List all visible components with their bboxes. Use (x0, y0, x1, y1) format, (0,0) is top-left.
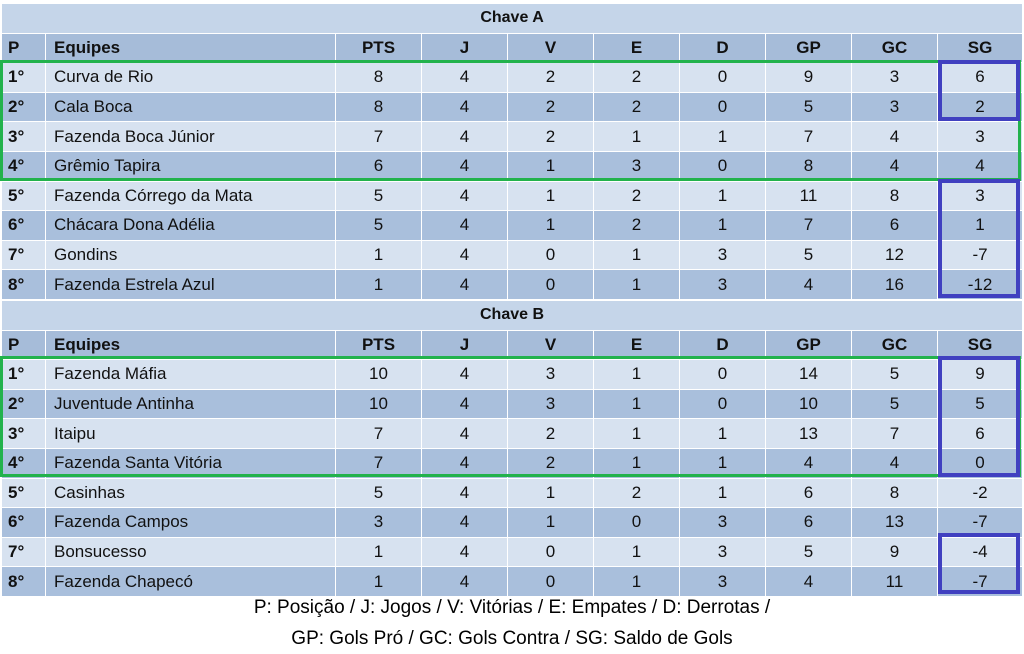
cell-pts: 5 (336, 211, 422, 241)
column-header: E (594, 330, 680, 360)
cell-j: 4 (422, 360, 508, 390)
cell-v: 0 (508, 270, 594, 300)
cell-pos: 1° (2, 63, 46, 93)
cell-team: Fazenda Chapecó (46, 567, 336, 597)
cell-pts: 1 (336, 270, 422, 300)
cell-e: 1 (594, 360, 680, 390)
column-header: GC (852, 330, 938, 360)
cell-pts: 5 (336, 478, 422, 508)
cell-sg: 2 (938, 92, 1023, 122)
cell-pos: 7° (2, 537, 46, 567)
cell-pos: 5° (2, 181, 46, 211)
cell-e: 1 (594, 448, 680, 478)
cell-sg: 5 (938, 389, 1023, 419)
cell-gp: 7 (766, 122, 852, 152)
column-header: GC (852, 33, 938, 63)
column-header: V (508, 330, 594, 360)
cell-j: 4 (422, 270, 508, 300)
cell-gc: 3 (852, 92, 938, 122)
cell-gc: 13 (852, 508, 938, 538)
cell-pts: 5 (336, 181, 422, 211)
cell-sg: 9 (938, 360, 1023, 390)
cell-team: Fazenda Campos (46, 508, 336, 538)
cell-gp: 14 (766, 360, 852, 390)
cell-gp: 6 (766, 508, 852, 538)
cell-v: 2 (508, 63, 594, 93)
group-title-row (2, 4, 1023, 34)
cell-gc: 5 (852, 360, 938, 390)
cell-pos: 8° (2, 567, 46, 597)
cell-sg: -12 (938, 270, 1023, 300)
cell-team: Fazenda Boca Júnior (46, 122, 336, 152)
column-header: GP (766, 330, 852, 360)
column-header: PTS (336, 330, 422, 360)
cell-pos: 6° (2, 211, 46, 241)
cell-team: Gondins (46, 240, 336, 270)
cell-d: 3 (680, 508, 766, 538)
cell-v: 2 (508, 92, 594, 122)
cell-pos: 3° (2, 419, 46, 449)
cell-gp: 8 (766, 151, 852, 181)
cell-d: 0 (680, 389, 766, 419)
cell-j: 4 (422, 567, 508, 597)
cell-sg: -2 (938, 478, 1023, 508)
cell-e: 1 (594, 240, 680, 270)
cell-pos: 2° (2, 92, 46, 122)
cell-pos: 5° (2, 478, 46, 508)
cell-d: 0 (680, 63, 766, 93)
cell-pos: 3° (2, 122, 46, 152)
table-row (2, 508, 1023, 538)
cell-sg: 3 (938, 122, 1023, 152)
legend-line-1: P: Posição / J: Jogos / V: Vitórias / E: Empates / D: Derrotas / (253, 597, 771, 618)
cell-team: Itaipu (46, 419, 336, 449)
cell-e: 1 (594, 537, 680, 567)
cell-pts: 7 (336, 448, 422, 478)
cell-j: 4 (422, 419, 508, 449)
cell-gp: 4 (766, 448, 852, 478)
cell-sg: 0 (938, 448, 1023, 478)
cell-gc: 5 (852, 389, 938, 419)
cell-j: 4 (422, 122, 508, 152)
cell-gc: 11 (852, 567, 938, 597)
cell-d: 3 (680, 270, 766, 300)
cell-gc: 8 (852, 478, 938, 508)
cell-pos: 4° (2, 448, 46, 478)
cell-gc: 4 (852, 151, 938, 181)
cell-pts: 7 (336, 419, 422, 449)
cell-d: 3 (680, 240, 766, 270)
cell-team: Casinhas (46, 478, 336, 508)
column-header: Equipes (46, 330, 336, 360)
column-header: Equipes (46, 33, 336, 63)
cell-gc: 3 (852, 63, 938, 93)
table-row (2, 122, 1023, 152)
cell-gc: 16 (852, 270, 938, 300)
table-row (2, 419, 1023, 449)
cell-d: 1 (680, 122, 766, 152)
cell-e: 2 (594, 63, 680, 93)
column-header: E (594, 33, 680, 63)
cell-v: 1 (508, 211, 594, 241)
cell-sg: 6 (938, 419, 1023, 449)
table-row (2, 537, 1023, 567)
cell-sg: 4 (938, 151, 1023, 181)
cell-sg: -7 (938, 240, 1023, 270)
cell-v: 1 (508, 478, 594, 508)
cell-pts: 7 (336, 122, 422, 152)
cell-pos: 1° (2, 360, 46, 390)
cell-j: 4 (422, 478, 508, 508)
column-header: P (2, 330, 46, 360)
cell-e: 2 (594, 478, 680, 508)
column-header: SG (938, 33, 1023, 63)
cell-team: Juventude Antinha (46, 389, 336, 419)
cell-gp: 11 (766, 181, 852, 211)
cell-d: 3 (680, 537, 766, 567)
cell-gc: 4 (852, 448, 938, 478)
cell-d: 3 (680, 567, 766, 597)
group-title: Chave B (2, 300, 1023, 330)
cell-pos: 8° (2, 270, 46, 300)
cell-j: 4 (422, 63, 508, 93)
table-row (2, 151, 1023, 181)
table-row (2, 211, 1023, 241)
cell-sg: 3 (938, 181, 1023, 211)
cell-v: 1 (508, 508, 594, 538)
column-header: D (680, 330, 766, 360)
cell-v: 0 (508, 240, 594, 270)
cell-team: Fazenda Estrela Azul (46, 270, 336, 300)
cell-d: 0 (680, 92, 766, 122)
group-title-row (2, 300, 1023, 330)
table-header-row (2, 330, 1023, 360)
column-header: J (422, 330, 508, 360)
cell-e: 1 (594, 389, 680, 419)
cell-pos: 4° (2, 151, 46, 181)
table-row (2, 478, 1023, 508)
cell-sg: -7 (938, 508, 1023, 538)
cell-e: 0 (594, 508, 680, 538)
cell-pos: 2° (2, 389, 46, 419)
cell-j: 4 (422, 448, 508, 478)
cell-e: 2 (594, 181, 680, 211)
column-header: P (2, 33, 46, 63)
cell-e: 1 (594, 122, 680, 152)
cell-v: 1 (508, 151, 594, 181)
cell-pos: 7° (2, 240, 46, 270)
cell-pos: 6° (2, 508, 46, 538)
column-header: PTS (336, 33, 422, 63)
cell-d: 1 (680, 448, 766, 478)
cell-team: Fazenda Santa Vitória (46, 448, 336, 478)
cell-pts: 6 (336, 151, 422, 181)
cell-pts: 1 (336, 537, 422, 567)
cell-sg: -4 (938, 537, 1023, 567)
cell-pts: 10 (336, 389, 422, 419)
legend (0, 592, 1024, 654)
cell-d: 1 (680, 419, 766, 449)
cell-gp: 9 (766, 63, 852, 93)
cell-team: Grêmio Tapira (46, 151, 336, 181)
cell-d: 0 (680, 360, 766, 390)
cell-v: 3 (508, 360, 594, 390)
table-row (2, 240, 1023, 270)
cell-e: 1 (594, 567, 680, 597)
cell-j: 4 (422, 92, 508, 122)
cell-j: 4 (422, 389, 508, 419)
cell-v: 2 (508, 419, 594, 449)
cell-sg: 1 (938, 211, 1023, 241)
cell-sg: 6 (938, 63, 1023, 93)
table-row (2, 360, 1023, 390)
cell-gp: 5 (766, 240, 852, 270)
cell-pts: 10 (336, 360, 422, 390)
cell-d: 1 (680, 478, 766, 508)
cell-pts: 8 (336, 63, 422, 93)
cell-pts: 1 (336, 240, 422, 270)
cell-v: 2 (508, 122, 594, 152)
table-row (2, 389, 1023, 419)
cell-gc: 7 (852, 419, 938, 449)
cell-gp: 5 (766, 537, 852, 567)
table-header-row (2, 33, 1023, 63)
column-header: SG (938, 330, 1023, 360)
cell-pts: 8 (336, 92, 422, 122)
standings-tables (1, 3, 1022, 597)
cell-gp: 4 (766, 567, 852, 597)
cell-gp: 6 (766, 478, 852, 508)
column-header: V (508, 33, 594, 63)
standings-table (1, 3, 1023, 300)
cell-gp: 7 (766, 211, 852, 241)
cell-gc: 8 (852, 181, 938, 211)
cell-sg: -7 (938, 567, 1023, 597)
cell-pts: 3 (336, 508, 422, 538)
table-row (2, 448, 1023, 478)
standings-table (1, 300, 1023, 597)
column-header: J (422, 33, 508, 63)
table-row (2, 270, 1023, 300)
cell-team: Cala Boca (46, 92, 336, 122)
cell-e: 1 (594, 419, 680, 449)
cell-j: 4 (422, 151, 508, 181)
cell-gp: 13 (766, 419, 852, 449)
cell-d: 1 (680, 211, 766, 241)
column-header: D (680, 33, 766, 63)
cell-team: Chácara Dona Adélia (46, 211, 336, 241)
cell-j: 4 (422, 181, 508, 211)
cell-gp: 10 (766, 389, 852, 419)
cell-v: 3 (508, 389, 594, 419)
cell-pts: 1 (336, 567, 422, 597)
cell-j: 4 (422, 508, 508, 538)
cell-gc: 9 (852, 537, 938, 567)
cell-e: 2 (594, 211, 680, 241)
cell-j: 4 (422, 537, 508, 567)
cell-v: 1 (508, 181, 594, 211)
cell-gc: 12 (852, 240, 938, 270)
cell-v: 0 (508, 567, 594, 597)
column-header: GP (766, 33, 852, 63)
cell-d: 1 (680, 181, 766, 211)
cell-v: 2 (508, 448, 594, 478)
cell-e: 1 (594, 270, 680, 300)
cell-team: Fazenda Máfia (46, 360, 336, 390)
cell-team: Curva de Rio (46, 63, 336, 93)
group-title: Chave A (2, 4, 1023, 34)
cell-j: 4 (422, 240, 508, 270)
cell-d: 0 (680, 151, 766, 181)
cell-team: Fazenda Córrego da Mata (46, 181, 336, 211)
table-row (2, 181, 1023, 211)
cell-gc: 4 (852, 122, 938, 152)
cell-gc: 6 (852, 211, 938, 241)
cell-team: Bonsucesso (46, 537, 336, 567)
cell-e: 3 (594, 151, 680, 181)
legend-line-2: GP: Gols Pró / GC: Gols Contra / SG: Saldo de Gols (291, 628, 733, 649)
cell-e: 2 (594, 92, 680, 122)
cell-v: 0 (508, 537, 594, 567)
cell-gp: 4 (766, 270, 852, 300)
cell-gp: 5 (766, 92, 852, 122)
table-row (2, 92, 1023, 122)
cell-j: 4 (422, 211, 508, 241)
table-row (2, 63, 1023, 93)
